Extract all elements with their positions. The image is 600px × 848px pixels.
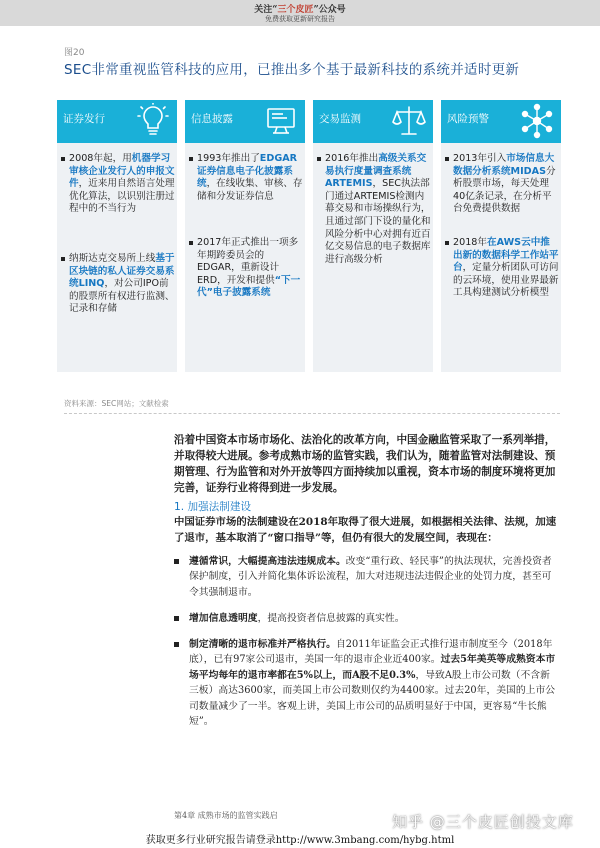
column-header <box>441 100 561 143</box>
banner-prefix: 关注“ <box>254 5 278 15</box>
list-item: 增加信息透明度，提高投资者信息披露的真实性。 <box>174 611 558 626</box>
bullet: 2013年引入市场信息大数据分析系统MIDAS分析股票市场，每天处理40亿条记录，在分析平台免费提供数据 <box>445 153 559 216</box>
top-banner <box>0 0 600 26</box>
list-item: 遵循常识，大幅提高违法违规成本。改变“重行政、轻民事”的执法现状，完善投资者保护制度，引入并简化集体诉讼流程，加大对违规违法违假企业的处罚力度，甚至可令其强制退市。 <box>174 554 558 600</box>
column-risk-warning <box>441 100 561 372</box>
figure-grid <box>57 100 561 372</box>
bullet: 2018年在AWS云中推出新的数据科学工作站平台，定量分析团队可访问的云环境，使用业界最新工具构建测试分析模型 <box>445 237 559 300</box>
intro-paragraph: 沿着中国资本市场市场化、法治化的改革方向，中国金融监管采取了一系列举措，并取得较大进展。参考成熟市场的监管实践，我们认为，随着监管对法制建设、预期管理、行为监管和对外开放等四方面持续加以重视，资本市场的制度环境将更加完善，证券行业将得到进一步发展。 <box>174 434 556 494</box>
figure-label: 图20 <box>64 48 85 58</box>
column-header <box>313 100 433 143</box>
column-trade-monitoring <box>313 100 433 372</box>
divider <box>64 413 560 414</box>
column-header <box>185 100 305 143</box>
computer-icon <box>263 103 299 139</box>
column-title: 交易监测 <box>319 113 361 125</box>
column-header <box>57 100 177 143</box>
section-heading: 1. 加强法制建设 <box>174 501 252 513</box>
list-item: 制定清晰的退市标准并严格执行。自2011年证监会正式推行退市制度至今（2018年底），已有97家公司退市，美国一年的退市企业近400家。过去5年美英等成熟资本市场平均每年的退市率都在5%以上，而A股不足0.3%，导致A股上市公司数（不含新三板）高达3600家，而美国上市公司数则仅约为4400家。过去20年，美国的上市公司数量减少了一半。客观上讲，美国上市公司的品质明显好于中国，更容易“牛长熊短”。 <box>174 637 558 729</box>
bullet: 纳斯达克交易所上线基于区块链的私人证券交易系统LINQ，对公司IPO前的股票所有权进行监测、记录和存储 <box>61 253 175 316</box>
figure-source: 资料来源：SEC网站；文献检索 <box>64 399 169 408</box>
figure-title: SEC非常重视监管科技的应用，已推出多个基于最新科技的系统并适时更新 <box>64 62 520 78</box>
banner-highlight: 三个皮匠 <box>277 5 314 15</box>
bottom-link[interactable]: 获取更多行业研究报告请登录http://www.3mbang.com/hybg.html <box>145 835 455 846</box>
column-securities-issuance <box>57 100 177 372</box>
column-information-disclosure <box>185 100 305 372</box>
section-paragraph: 中国证券市场的法制建设在2018年取得了很大进展，如根据相关法律、法规，加速了退市，基本取消了“窗口指导”等，但仍有很大的发展空间，表现在： <box>174 516 557 544</box>
scale-icon <box>391 103 427 139</box>
bullet: 1993年推出了EDGAR证券信息电子化披露系统，在线收集、审核、存储和分发证券信息 <box>189 153 303 203</box>
column-body <box>441 143 561 372</box>
column-body <box>185 143 305 372</box>
banner-subtitle: 免费获取更新研究报告 <box>265 15 335 23</box>
bullet: 2016年推出高级关系交易执行度量调查系统ARTEMIS，SEC执法部门通过ARTEMIS检测内幕交易和市场操纵行为，且通过部门下设的量化和风险分析中心对拥有近百亿交易信息的电子数据库进行高级分析 <box>317 153 431 266</box>
column-body <box>313 143 433 372</box>
banner-suffix: ”公众号 <box>313 5 346 15</box>
column-title: 信息披露 <box>191 113 233 125</box>
watermark: 知乎 @三个皮匠创投文库 <box>392 813 574 831</box>
footer-chapter: 第4章 成熟市场的监管实践启 <box>174 811 278 820</box>
bullet: 2008年起，用机器学习审核企业发行人的申报文件，近来用自然语言处理优化算法，以识别注册过程中的不当行为 <box>61 153 175 216</box>
column-body <box>57 143 177 372</box>
column-title: 证券发行 <box>63 113 105 125</box>
lightbulb-icon <box>135 103 171 139</box>
column-title: 风险预警 <box>447 113 489 125</box>
network-icon <box>519 103 555 139</box>
bullet: 2017年正式推出一项多年期跨委员会的EDGAR，重新设计ERD，开发和提供“下一代”电子披露系统 <box>189 237 303 300</box>
